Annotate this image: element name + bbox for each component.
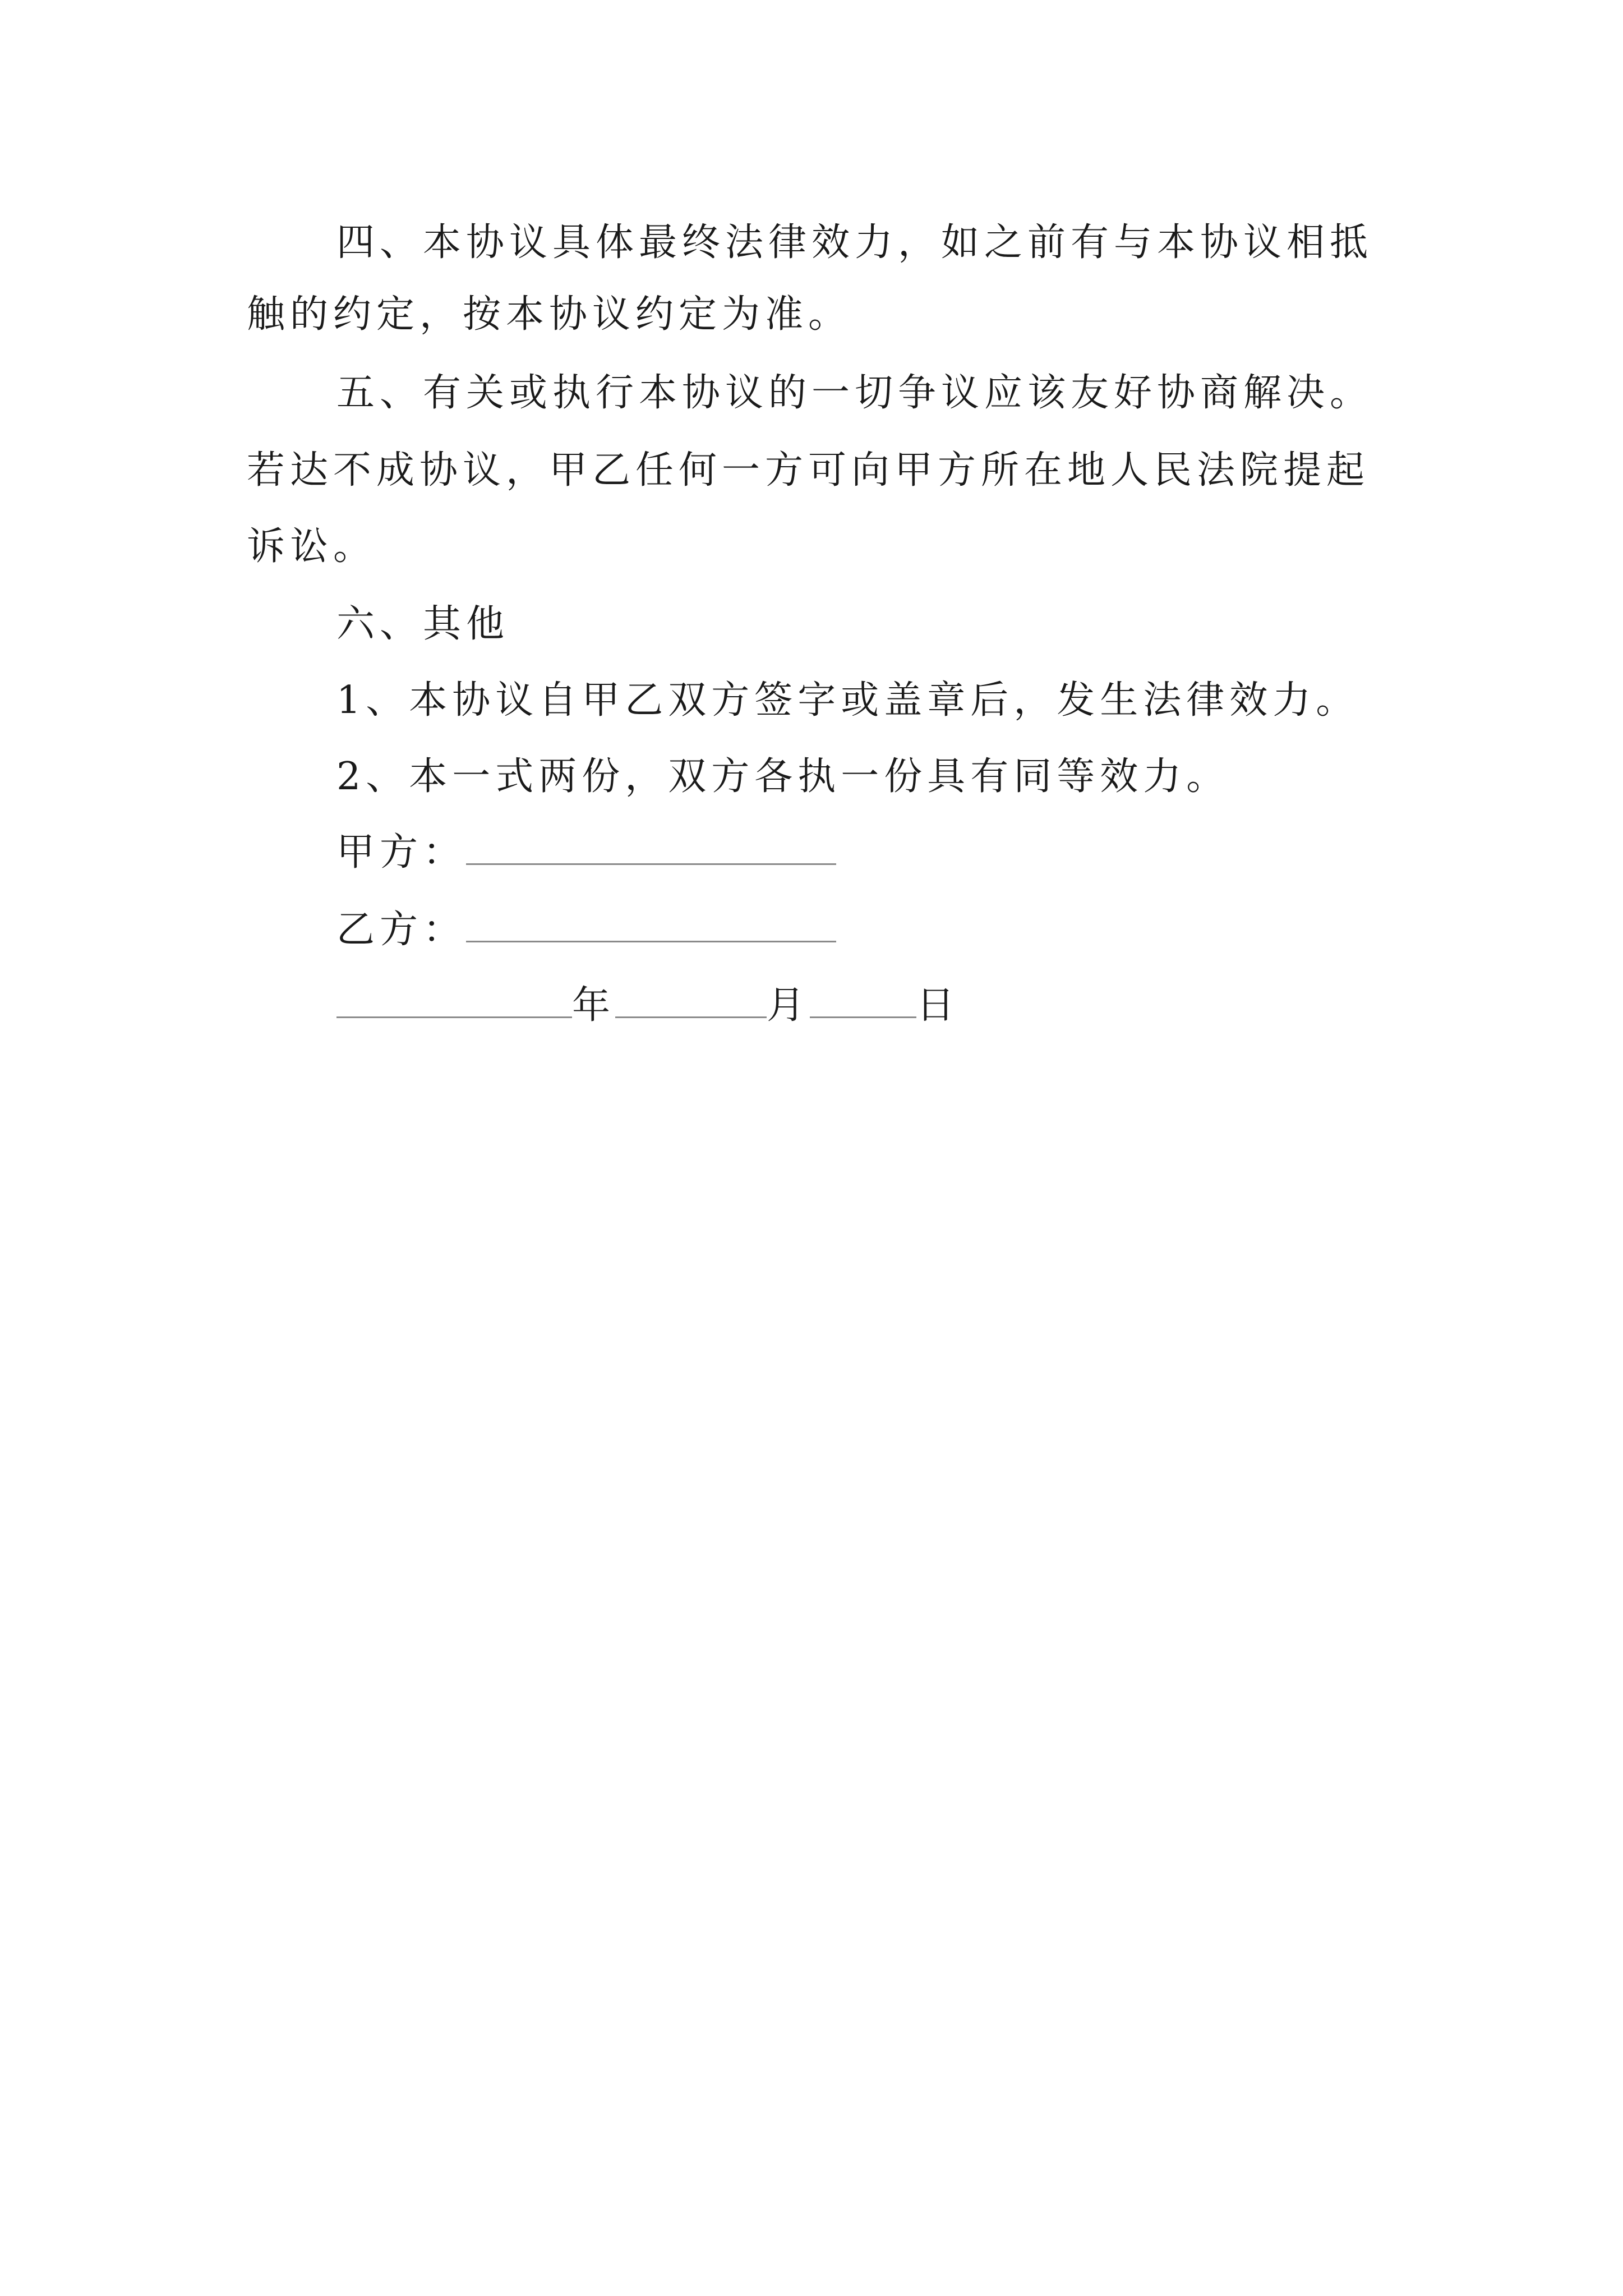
clause-5-line-3: 诉讼。 — [247, 524, 377, 569]
clause-4-line-1: 四、本协议具体最终法律效力，如之前有与本协议相抵 — [336, 220, 1373, 265]
clause-5-line-2: 若达不成协议，甲乙任何一方可向甲方所在地人民法院提起 — [247, 448, 1370, 493]
party-a-label: 甲方： — [336, 830, 467, 875]
day-label: 日 — [916, 983, 960, 1028]
month-label: 月 — [767, 983, 810, 1028]
party-a-signature-blank[interactable] — [466, 831, 836, 865]
year-label: 年 — [572, 983, 616, 1028]
party-b-signature-row — [336, 908, 836, 953]
clause-4-line-2: 触的约定，按本协议约定为准。 — [247, 292, 852, 337]
clause-6-heading: 六、其他 — [336, 602, 510, 646]
day-blank[interactable] — [810, 984, 916, 1018]
date-row — [336, 983, 960, 1028]
clause-5-line-1: 五、有关或执行本协议的一切争议应该友好协商解决。 — [336, 371, 1373, 415]
year-blank[interactable] — [336, 984, 572, 1018]
party-b-signature-blank[interactable] — [466, 908, 836, 942]
party-a-signature-row — [336, 830, 836, 875]
clause-6-item-2: 2、本一式两份，双方各执一份具有同等效力。 — [336, 754, 1230, 799]
month-blank[interactable] — [615, 984, 767, 1018]
party-b-label: 乙方： — [336, 908, 467, 952]
clause-6-item-1: 1、本协议自甲乙双方签字或盖章后，发生法律效力。 — [336, 678, 1359, 723]
